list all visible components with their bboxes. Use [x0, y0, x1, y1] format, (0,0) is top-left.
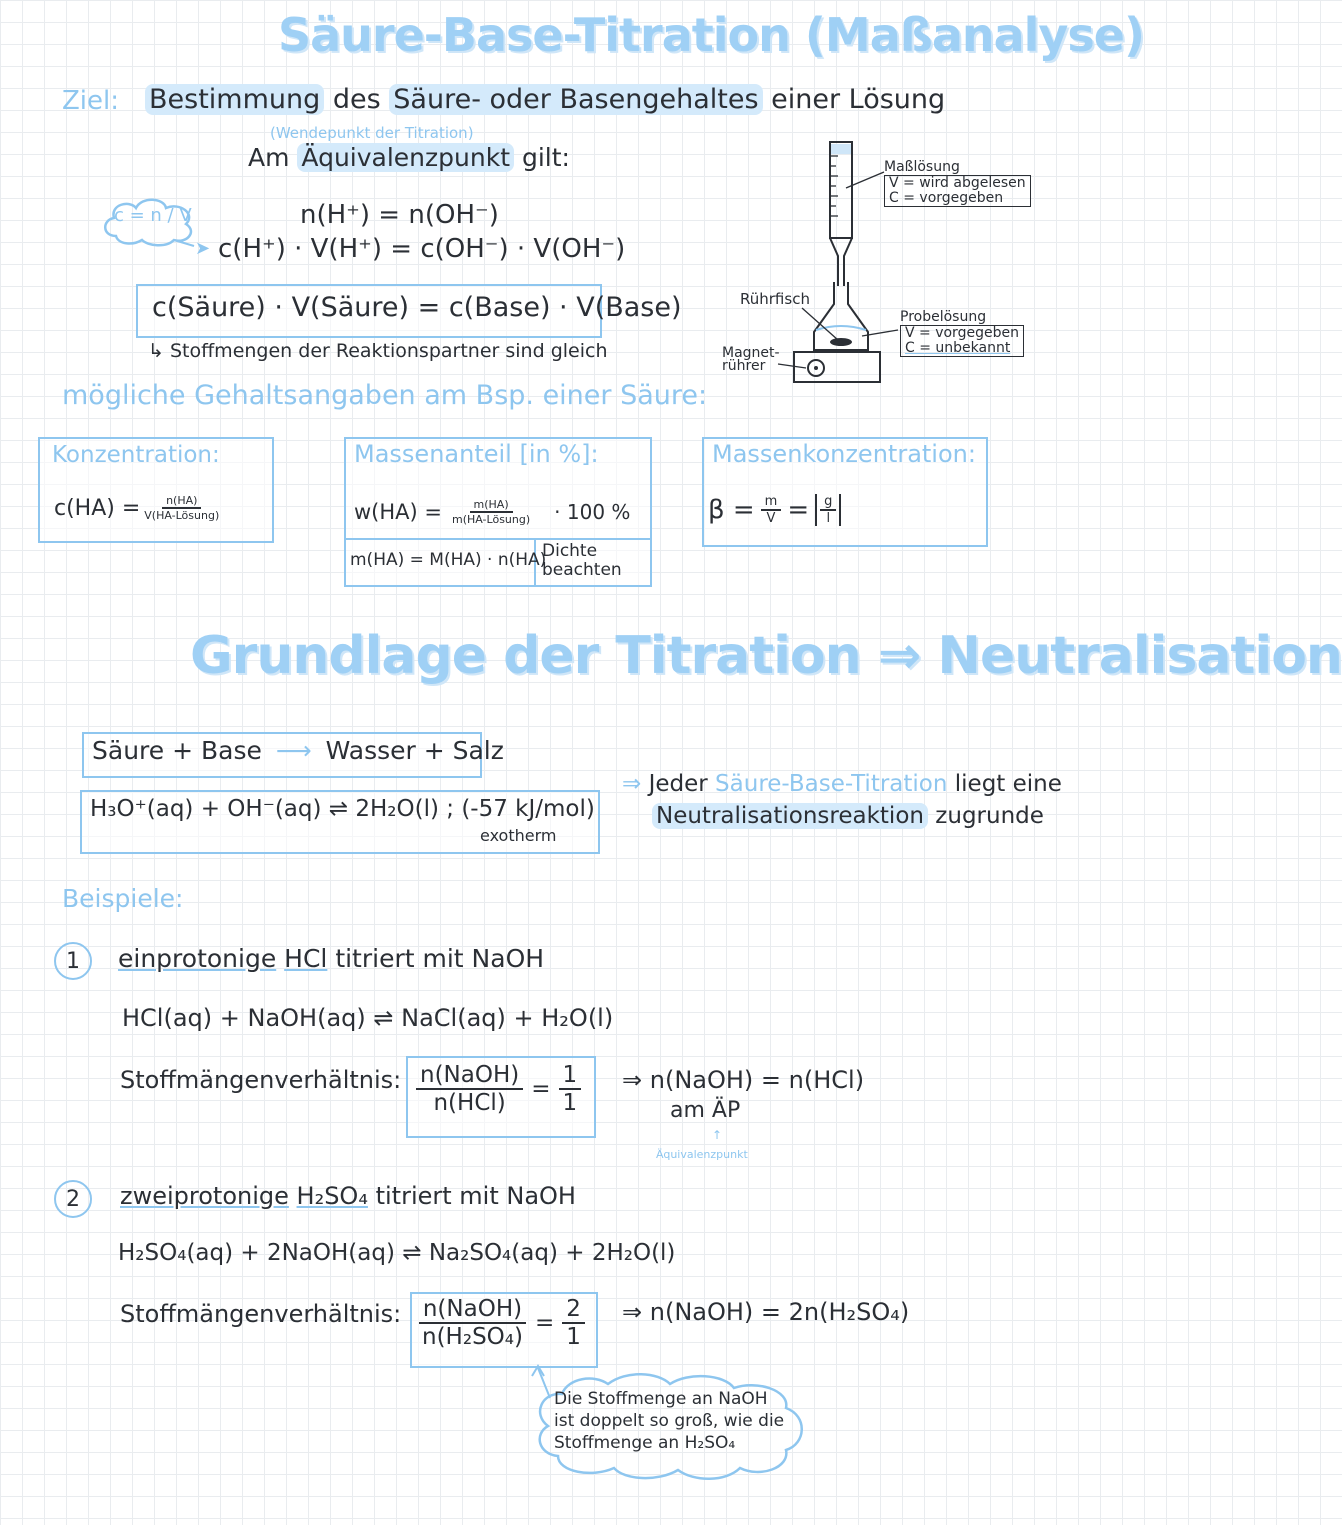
masslosung-c: C = vorgegeben — [889, 190, 1004, 206]
example-1-aep-note: Äquivalenzpunkt — [656, 1148, 748, 1161]
equivalence-line — [248, 143, 570, 172]
ex2-val-num: 2 — [562, 1296, 585, 1324]
neutralisation-equation: H₃O⁺(aq) + OH⁻(aq) ⇌ 2H₂O(l) ; (-57 kJ/mol) — [90, 796, 595, 822]
ziel-word: einer Lösung — [771, 84, 946, 115]
eq-post: gilt: — [521, 143, 570, 172]
mass-fraction — [448, 498, 534, 526]
ziel-text — [145, 84, 945, 115]
wasser-salz: Wasser + Salz — [325, 736, 504, 765]
konz-num: n(HA) — [162, 494, 201, 509]
cloud-line2: ist doppelt so groß, wie die — [554, 1411, 785, 1431]
mass-lhs: w(HA) = — [354, 500, 442, 524]
ex2-titriert: titriert mit NaOH — [375, 1182, 576, 1210]
molmasse-formula: m(HA) = M(HA) · n(HA) — [350, 550, 547, 570]
ruehrfisch-label: Rührfisch — [740, 290, 810, 308]
neutralisation-statement — [622, 768, 1062, 832]
ex1-implies-icon: ⇒ — [622, 1066, 643, 1094]
dichte-line2: beachten — [542, 560, 622, 580]
masslosung-bracket — [884, 175, 1031, 207]
mk-eq: = — [787, 495, 810, 525]
dichte-note — [542, 542, 622, 580]
ex2-result-text: n(NaOH) = 2n(H₂SO₄) — [649, 1298, 910, 1326]
mk-lhs: β = — [708, 495, 755, 525]
neutralisationsreaktion-highlight: Neutralisationsreaktion — [652, 803, 928, 829]
example-2-number: 2 — [54, 1180, 92, 1218]
mass-num: m(HA) — [470, 498, 513, 513]
masslosung-title: Maßlösung — [884, 159, 960, 175]
eq-pre: Am — [248, 143, 290, 172]
ex1-frac-num: n(NaOH) — [416, 1062, 523, 1090]
ziel-word: des — [332, 84, 381, 115]
probelosung-c: C = unbekannt — [905, 340, 1011, 356]
ex2-frac-den: n(H₂SO₄) — [422, 1324, 523, 1350]
example-2-cloud-text — [554, 1388, 784, 1454]
probelosung-bracket — [900, 325, 1024, 357]
ex1-titriert: titriert mit NaOH — [335, 944, 545, 973]
example-1-ratio-label: Stoffmängenverhältnis: — [120, 1066, 402, 1094]
konz-den: V(HA-Lösung) — [144, 509, 220, 522]
aequivalenzpunkt-highlight: Äquivalenzpunkt — [297, 143, 514, 172]
ex1-hcl: HCl — [284, 944, 328, 973]
titration-apparatus-illustration — [780, 136, 900, 388]
konzentration-formula — [54, 494, 223, 522]
exotherm-label: exotherm — [480, 826, 557, 845]
konz-lhs: c(HA) = — [54, 495, 141, 521]
main-formula: c(Säure) · V(Säure) = c(Base) · V(Base) — [152, 292, 682, 323]
r1-post: liegt eine — [954, 771, 1062, 797]
ziel-highlight-2: Säure- oder Basengehaltes — [389, 84, 762, 115]
massenkonzentration-formula — [708, 494, 841, 526]
example-2-ratio: $\frac{\text{n(NaOH)}}{\text{n(H₂SO₄)}}$ = $\frac{2}{1}$ — [418, 1296, 585, 1350]
mk-unit-den: l — [826, 511, 831, 526]
example-1-result — [622, 1066, 864, 1094]
saeure-base: Säure + Base — [92, 736, 262, 765]
cloud-line1: Die Stoffmenge an NaOH — [554, 1389, 768, 1409]
ex1-einprotonige: einprotonige — [118, 944, 277, 973]
massenanteil-title: Massenanteil [in %]: — [354, 440, 599, 468]
mass-den: m(HA-Lösung) — [452, 513, 531, 526]
mk-num: m — [761, 494, 782, 511]
probelosung-title: Probelösung — [900, 309, 987, 325]
ex2-val-den: 1 — [566, 1324, 581, 1350]
ex1-result-text: n(NaOH) = n(HCl) — [649, 1066, 865, 1094]
mk-den: V — [766, 511, 776, 526]
ex2-implies-icon: ⇒ — [622, 1298, 643, 1326]
reaction-word-eq — [92, 736, 504, 765]
example-1-am-aep: am ÄP — [670, 1098, 741, 1123]
masslosung-v: V = wird abgelesen — [889, 175, 1026, 191]
cloud-line3: Stoffmenge an H₂SO₄ — [554, 1433, 736, 1453]
gehalt-heading: mögliche Gehaltsangaben am Bsp. einer Säure: — [62, 380, 708, 411]
stoffmengen-note: ↳ Stoffmengen der Reaktionspartner sind gleich — [148, 340, 608, 362]
example-2-result — [622, 1298, 909, 1326]
eq-n: n(H⁺) = n(OH⁻) — [300, 200, 499, 230]
example-1-ratio: $\frac{\text{n(NaOH)}}{\text{n(HCl)}}$ = $\frac{1}{1}$ — [416, 1062, 581, 1116]
mk-unit — [820, 494, 836, 526]
magnet-line1: Magnet- — [722, 345, 780, 361]
ex1-frac-den: n(HCl) — [433, 1090, 506, 1116]
ex2-val — [562, 1296, 585, 1350]
r2-post: zugrunde — [935, 803, 1044, 829]
arrow-right-icon: ➤ — [195, 238, 211, 259]
ex2-h2so4: H₂SO₄ — [296, 1182, 368, 1210]
up-arrow-icon: ↑ — [712, 1128, 723, 1142]
magnet-line2: rührer — [722, 358, 766, 374]
ex2-frac — [418, 1296, 527, 1350]
implies-arrow-icon: ⇒ — [622, 771, 642, 797]
probelosung-v: V = vorgegeben — [905, 325, 1019, 341]
massenanteil-divider — [344, 538, 650, 540]
masslosung-label — [884, 160, 1031, 207]
mk-fraction — [761, 494, 782, 526]
example-1-reaction: HCl(aq) + NaOH(aq) ⇌ NaCl(aq) + H₂O(l) — [122, 1004, 614, 1032]
cloud-formula: c = n / V — [114, 205, 192, 226]
example-2-title — [120, 1182, 576, 1210]
ex2-frac-num: n(NaOH) — [419, 1296, 526, 1324]
ex1-val — [559, 1062, 582, 1116]
example-1-title — [118, 944, 544, 973]
r1-pre: Jeder — [648, 771, 708, 797]
ex1-val-den: 1 — [562, 1090, 578, 1116]
example-2-reaction: H₂SO₄(aq) + 2NaOH(aq) ⇌ Na₂SO₄(aq) + 2H₂O(l) — [118, 1240, 676, 1266]
beispiele-heading: Beispiele: — [62, 884, 184, 913]
dichte-line1: Dichte — [542, 541, 598, 561]
konzentration-title: Konzentration: — [52, 442, 220, 468]
massenkonzentration-title: Massenkonzentration: — [712, 440, 976, 468]
page-title: Säure-Base-Titration (Maßanalyse) — [278, 8, 1144, 62]
reaction-arrow-icon: ⟶ — [275, 736, 312, 765]
mk-unit-bracket — [815, 494, 841, 526]
example-2-ratio-label: Stoffmängenverhältnis: — [120, 1300, 402, 1328]
massenanteil-formula — [354, 498, 630, 526]
mass-mul: · 100 % — [554, 500, 631, 524]
ziel-label: Ziel: — [62, 86, 120, 116]
mk-unit-num: g — [820, 494, 836, 511]
grundlage-title: Grundlage der Titration ⇒ Neutralisation — [190, 626, 1342, 686]
ex1-val-num: 1 — [559, 1062, 582, 1090]
r1-highlight: Säure-Base-Titration — [715, 771, 948, 797]
konz-fraction — [140, 494, 223, 522]
wendepunkt-note: (Wendepunkt der Titration) — [270, 124, 474, 142]
example-1-number: 1 — [54, 942, 92, 980]
ex2-zweiprotonige: zweiprotonige — [120, 1182, 289, 1210]
ex1-frac — [416, 1062, 523, 1116]
probelosung-label — [900, 310, 1024, 357]
eq-cv: c(H⁺) · V(H⁺) = c(OH⁻) · V(OH⁻) — [218, 234, 626, 264]
ziel-highlight-1: Bestimmung — [145, 84, 324, 115]
magnetruehrer-label — [722, 347, 780, 373]
